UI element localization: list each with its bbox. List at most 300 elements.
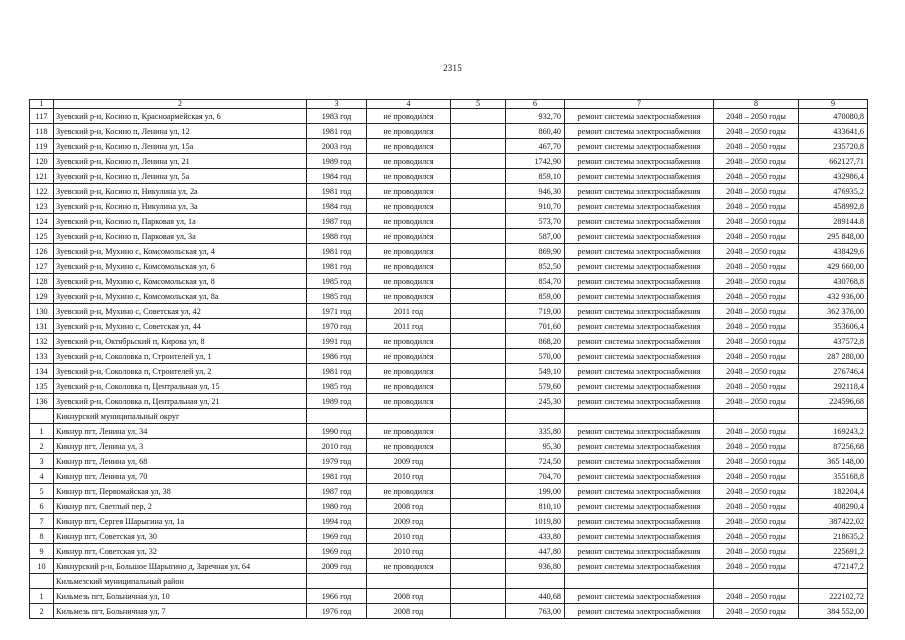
last-repair-cell: 2010 год: [367, 469, 451, 484]
row-number-cell: 130: [30, 304, 54, 319]
section-header-row: [30, 574, 868, 589]
cost-cell: 432986,4: [799, 169, 868, 184]
work-type-cell: ремонт системы электроснабжения: [565, 169, 714, 184]
table-row: [30, 589, 868, 604]
work-type-cell: ремонт системы электроснабжения: [565, 229, 714, 244]
row-number-cell: 132: [30, 334, 54, 349]
period-cell: 2048 – 2050 годы: [714, 544, 799, 559]
cost-cell: 218635,2: [799, 529, 868, 544]
empty-cell: [451, 424, 506, 439]
area-cell: 199,00: [506, 484, 565, 499]
row-number-cell: 134: [30, 364, 54, 379]
period-cell: 2048 – 2050 годы: [714, 604, 799, 619]
table-row: [30, 364, 868, 379]
commissioning-year-cell: 1966 год: [307, 589, 367, 604]
area-cell: 859,10: [506, 169, 565, 184]
area-cell: 724,50: [506, 454, 565, 469]
column-number-row: [30, 100, 868, 109]
area-cell: 869,90: [506, 244, 565, 259]
last-repair-cell: не проводился: [367, 424, 451, 439]
section-empty-cell: [799, 409, 868, 424]
table-row: [30, 229, 868, 244]
address-cell: Кикнур пгт, Советская ул, 32: [54, 544, 307, 559]
period-cell: 2048 – 2050 годы: [714, 439, 799, 454]
work-type-cell: ремонт системы электроснабжения: [565, 529, 714, 544]
area-cell: 467,70: [506, 139, 565, 154]
work-type-cell: ремонт системы электроснабжения: [565, 289, 714, 304]
column-number-cell: 7: [565, 100, 714, 109]
last-repair-cell: 2008 год: [367, 604, 451, 619]
work-type-cell: ремонт системы электроснабжения: [565, 484, 714, 499]
column-number-cell: 4: [367, 100, 451, 109]
last-repair-cell: 2008 год: [367, 499, 451, 514]
last-repair-cell: не проводился: [367, 349, 451, 364]
table-row: [30, 169, 868, 184]
table-row: [30, 469, 868, 484]
commissioning-year-cell: 2003 год: [307, 139, 367, 154]
area-cell: 810,10: [506, 499, 565, 514]
last-repair-cell: не проводился: [367, 379, 451, 394]
work-type-cell: ремонт системы электроснабжения: [565, 259, 714, 274]
row-number-cell: 119: [30, 139, 54, 154]
table-row: [30, 499, 868, 514]
table-row: [30, 424, 868, 439]
period-cell: 2048 – 2050 годы: [714, 214, 799, 229]
section-empty-cell: [367, 574, 451, 589]
period-cell: 2048 – 2050 годы: [714, 244, 799, 259]
row-number-cell: 127: [30, 259, 54, 274]
column-number-cell: 2: [54, 100, 307, 109]
address-cell: Зуевский р-н, Соколовка п, Строителей ул, 2: [54, 364, 307, 379]
empty-cell: [451, 169, 506, 184]
section-empty-cell: [799, 574, 868, 589]
empty-cell: [451, 529, 506, 544]
work-type-cell: ремонт системы электроснабжения: [565, 199, 714, 214]
empty-cell: [451, 559, 506, 574]
last-repair-cell: 2010 год: [367, 544, 451, 559]
work-type-cell: ремонт системы электроснабжения: [565, 454, 714, 469]
area-cell: 433,80: [506, 529, 565, 544]
commissioning-year-cell: 1980 год: [307, 499, 367, 514]
last-repair-cell: не проводился: [367, 154, 451, 169]
last-repair-cell: 2009 год: [367, 514, 451, 529]
commissioning-year-cell: 1981 год: [307, 364, 367, 379]
table-row: [30, 274, 868, 289]
empty-cell: [451, 514, 506, 529]
commissioning-year-cell: 1981 год: [307, 244, 367, 259]
cost-cell: 458992,8: [799, 199, 868, 214]
last-repair-cell: не проводился: [367, 244, 451, 259]
period-cell: 2048 – 2050 годы: [714, 499, 799, 514]
cost-cell: 222102,72: [799, 589, 868, 604]
section-empty-cell: [367, 409, 451, 424]
work-type-cell: ремонт системы электроснабжения: [565, 319, 714, 334]
column-number-cell: 9: [799, 100, 868, 109]
period-cell: 2048 – 2050 годы: [714, 319, 799, 334]
cost-cell: 362 376,00: [799, 304, 868, 319]
row-number-cell: 122: [30, 184, 54, 199]
period-cell: 2048 – 2050 годы: [714, 274, 799, 289]
empty-cell: [451, 199, 506, 214]
row-number-cell: 2: [30, 604, 54, 619]
area-cell: 719,00: [506, 304, 565, 319]
table-row: [30, 154, 868, 169]
commissioning-year-cell: 1983 год: [307, 109, 367, 124]
commissioning-year-cell: 1979 год: [307, 454, 367, 469]
cost-cell: 87256,68: [799, 439, 868, 454]
empty-cell: [451, 259, 506, 274]
section-empty-cell: [451, 574, 506, 589]
commissioning-year-cell: 2009 год: [307, 559, 367, 574]
period-cell: 2048 – 2050 годы: [714, 349, 799, 364]
row-number-cell: 133: [30, 349, 54, 364]
row-number-cell: 3: [30, 454, 54, 469]
column-number-cell: 8: [714, 100, 799, 109]
address-cell: Зуевский р-н, Октябрьский п, Кирова ул, 8: [54, 334, 307, 349]
row-number-cell: 121: [30, 169, 54, 184]
row-number-cell: 8: [30, 529, 54, 544]
commissioning-year-cell: 1986 год: [307, 349, 367, 364]
work-type-cell: ремонт системы электроснабжения: [565, 544, 714, 559]
address-cell: Кильмезь пгт, Больничная ул, 10: [54, 589, 307, 604]
empty-cell: [451, 604, 506, 619]
address-cell: Кикнур пгт, Советская ул, 30: [54, 529, 307, 544]
area-cell: 701,60: [506, 319, 565, 334]
table-row: [30, 199, 868, 214]
empty-cell: [451, 244, 506, 259]
address-cell: Кикнур пгт, Ленина ул, 68: [54, 454, 307, 469]
area-cell: 335,80: [506, 424, 565, 439]
section-empty-cell: [714, 409, 799, 424]
work-type-cell: ремонт системы электроснабжения: [565, 244, 714, 259]
period-cell: 2048 – 2050 годы: [714, 454, 799, 469]
last-repair-cell: не проводился: [367, 334, 451, 349]
cost-cell: 289144.8: [799, 214, 868, 229]
address-cell: Зуевский р-н, Косино п, Никулина ул, 3а: [54, 199, 307, 214]
empty-cell: [451, 229, 506, 244]
area-cell: 447,80: [506, 544, 565, 559]
table-row: [30, 214, 868, 229]
last-repair-cell: не проводился: [367, 169, 451, 184]
work-type-cell: ремонт системы электроснабжения: [565, 424, 714, 439]
section-empty-cell: [451, 409, 506, 424]
period-cell: 2048 – 2050 годы: [714, 469, 799, 484]
row-number-cell: 135: [30, 379, 54, 394]
commissioning-year-cell: 1987 год: [307, 214, 367, 229]
last-repair-cell: не проводился: [367, 439, 451, 454]
cost-cell: 476935,2: [799, 184, 868, 199]
address-cell: Зуевский р-н, Косино п, Ленина ул, 12: [54, 124, 307, 139]
period-cell: 2048 – 2050 годы: [714, 124, 799, 139]
last-repair-cell: не проводился: [367, 394, 451, 409]
commissioning-year-cell: 1991 год: [307, 334, 367, 349]
last-repair-cell: 2011 год: [367, 319, 451, 334]
last-repair-cell: не проводился: [367, 124, 451, 139]
section-empty-cell: [307, 409, 367, 424]
work-type-cell: ремонт системы электроснабжения: [565, 469, 714, 484]
section-title: Кильмезский муниципальный район: [54, 574, 307, 589]
row-number-cell: 128: [30, 274, 54, 289]
last-repair-cell: 2010 год: [367, 529, 451, 544]
table-row: [30, 244, 868, 259]
table-row: [30, 349, 868, 364]
commissioning-year-cell: 1981 год: [307, 259, 367, 274]
address-cell: Зуевский р-н, Косино п, Ленина ул, 15а: [54, 139, 307, 154]
cost-cell: 235720,8: [799, 139, 868, 154]
table-row: [30, 439, 868, 454]
work-type-cell: ремонт системы электроснабжения: [565, 154, 714, 169]
cost-cell: 472147,2: [799, 559, 868, 574]
commissioning-year-cell: 1971 год: [307, 304, 367, 319]
work-type-cell: ремонт системы электроснабжения: [565, 364, 714, 379]
period-cell: 2048 – 2050 годы: [714, 424, 799, 439]
address-cell: Зуевский р-н, Мухино с, Комсомольская ул, 8: [54, 274, 307, 289]
period-cell: 2048 – 2050 годы: [714, 304, 799, 319]
row-number-cell: 6: [30, 499, 54, 514]
work-type-cell: ремонт системы электроснабжения: [565, 394, 714, 409]
work-type-cell: ремонт системы электроснабжения: [565, 304, 714, 319]
cost-cell: 430768,8: [799, 274, 868, 289]
address-cell: Зуевский р-н, Косино п, Никулина ул, 2а: [54, 184, 307, 199]
row-number-cell: 118: [30, 124, 54, 139]
commissioning-year-cell: 1981 год: [307, 184, 367, 199]
area-cell: 570,00: [506, 349, 565, 364]
table-row: [30, 289, 868, 304]
table-row: [30, 454, 868, 469]
section-index-cell: [30, 409, 54, 424]
last-repair-cell: не проводился: [367, 214, 451, 229]
area-cell: 868,20: [506, 334, 565, 349]
area-cell: 587,00: [506, 229, 565, 244]
work-type-cell: ремонт системы электроснабжения: [565, 559, 714, 574]
area-cell: 763,00: [506, 604, 565, 619]
period-cell: 2048 – 2050 годы: [714, 559, 799, 574]
address-cell: Зуевский р-н, Мухино с, Советская ул, 42: [54, 304, 307, 319]
row-number-cell: 136: [30, 394, 54, 409]
empty-cell: [451, 469, 506, 484]
address-cell: Кикнур пгт, Ленина ул, 70: [54, 469, 307, 484]
row-number-cell: 125: [30, 229, 54, 244]
work-type-cell: ремонт системы электроснабжения: [565, 139, 714, 154]
empty-cell: [451, 289, 506, 304]
last-repair-cell: 2011 год: [367, 304, 451, 319]
period-cell: 2048 – 2050 годы: [714, 139, 799, 154]
table-row: [30, 319, 868, 334]
empty-cell: [451, 214, 506, 229]
area-cell: 910,70: [506, 199, 565, 214]
row-number-cell: 2: [30, 439, 54, 454]
last-repair-cell: не проводился: [367, 559, 451, 574]
area-cell: 549,10: [506, 364, 565, 379]
column-number-cell: 3: [307, 100, 367, 109]
section-empty-cell: [565, 409, 714, 424]
empty-cell: [451, 439, 506, 454]
period-cell: 2048 – 2050 годы: [714, 379, 799, 394]
cost-cell: 387422,02: [799, 514, 868, 529]
period-cell: 2048 – 2050 годы: [714, 199, 799, 214]
empty-cell: [451, 454, 506, 469]
address-cell: Зуевский р-н, Косино п, Парковая ул, 3а: [54, 229, 307, 244]
area-cell: 579,60: [506, 379, 565, 394]
empty-cell: [451, 319, 506, 334]
cost-cell: 433641,6: [799, 124, 868, 139]
row-number-cell: 9: [30, 544, 54, 559]
cost-cell: 225691,2: [799, 544, 868, 559]
empty-cell: [451, 154, 506, 169]
cost-cell: 276746,4: [799, 364, 868, 379]
table-row: [30, 484, 868, 499]
area-cell: 1742,90: [506, 154, 565, 169]
cost-cell: 438429,6: [799, 244, 868, 259]
section-empty-cell: [307, 574, 367, 589]
last-repair-cell: не проводился: [367, 229, 451, 244]
period-cell: 2048 – 2050 годы: [714, 364, 799, 379]
address-cell: Зуевский р-н, Соколовка п, Центральная ул, 21: [54, 394, 307, 409]
address-cell: Зуевский р-н, Мухино с, Комсомольская ул, 8а: [54, 289, 307, 304]
area-cell: 704,70: [506, 469, 565, 484]
table-row: [30, 184, 868, 199]
address-cell: Кикнурский р-н, Большое Шарыгино д, Заречная ул, 64: [54, 559, 307, 574]
last-repair-cell: не проводился: [367, 364, 451, 379]
column-number-cell: 1: [30, 100, 54, 109]
section-empty-cell: [565, 574, 714, 589]
row-number-cell: 1: [30, 424, 54, 439]
cost-cell: 662127,71: [799, 154, 868, 169]
table-row: [30, 604, 868, 619]
area-cell: 440,68: [506, 589, 565, 604]
cost-cell: 437572,8: [799, 334, 868, 349]
table-row: [30, 559, 868, 574]
empty-cell: [451, 109, 506, 124]
empty-cell: [451, 379, 506, 394]
commissioning-year-cell: 1981 год: [307, 124, 367, 139]
period-cell: 2048 – 2050 годы: [714, 484, 799, 499]
empty-cell: [451, 274, 506, 289]
cost-cell: 353606,4: [799, 319, 868, 334]
work-type-cell: ремонт системы электроснабжения: [565, 589, 714, 604]
work-type-cell: ремонт системы электроснабжения: [565, 514, 714, 529]
commissioning-year-cell: 1985 год: [307, 274, 367, 289]
address-cell: Зуевский р-н, Косино п, Ленина ул, 5а: [54, 169, 307, 184]
address-cell: Зуевский р-н, Соколовка п, Центральная ул, 15: [54, 379, 307, 394]
commissioning-year-cell: 1987 год: [307, 484, 367, 499]
period-cell: 2048 – 2050 годы: [714, 154, 799, 169]
work-type-cell: ремонт системы электроснабжения: [565, 439, 714, 454]
empty-cell: [451, 304, 506, 319]
commissioning-year-cell: 1970 год: [307, 319, 367, 334]
cost-cell: 384 552,00: [799, 604, 868, 619]
address-cell: Кильмезь пгт, Больничная ул, 7: [54, 604, 307, 619]
address-cell: Зуевский р-н, Косино п, Красноармейская ул, 6: [54, 109, 307, 124]
period-cell: 2048 – 2050 годы: [714, 529, 799, 544]
empty-cell: [451, 589, 506, 604]
commissioning-year-cell: 1981 год: [307, 469, 367, 484]
address-cell: Кикнур пгт, Ленина ул, 34: [54, 424, 307, 439]
cost-cell: 432 936,00: [799, 289, 868, 304]
commissioning-year-cell: 1989 год: [307, 394, 367, 409]
period-cell: 2048 – 2050 годы: [714, 259, 799, 274]
cost-cell: 408290,4: [799, 499, 868, 514]
section-empty-cell: [506, 409, 565, 424]
empty-cell: [451, 124, 506, 139]
work-type-cell: ремонт системы электроснабжения: [565, 184, 714, 199]
cost-cell: 224596,68: [799, 394, 868, 409]
cost-cell: 169243,2: [799, 424, 868, 439]
table-row: [30, 334, 868, 349]
area-cell: 946,30: [506, 184, 565, 199]
empty-cell: [451, 544, 506, 559]
last-repair-cell: не проводился: [367, 109, 451, 124]
row-number-cell: 129: [30, 289, 54, 304]
empty-cell: [451, 364, 506, 379]
work-type-cell: ремонт системы электроснабжения: [565, 499, 714, 514]
row-number-cell: 131: [30, 319, 54, 334]
table-row: [30, 529, 868, 544]
empty-cell: [451, 394, 506, 409]
address-cell: Зуевский р-н, Косино п, Парковая ул, 1а: [54, 214, 307, 229]
area-cell: 245,30: [506, 394, 565, 409]
commissioning-year-cell: 1989 год: [307, 154, 367, 169]
empty-cell: [451, 184, 506, 199]
table-row: [30, 514, 868, 529]
last-repair-cell: 2009 год: [367, 454, 451, 469]
address-cell: Зуевский р-н, Мухино с, Комсомольская ул, 4: [54, 244, 307, 259]
period-cell: 2048 – 2050 годы: [714, 289, 799, 304]
section-title: Кикнурский муниципальный округ: [54, 409, 307, 424]
row-number-cell: 117: [30, 109, 54, 124]
address-cell: Кикнур пгт, Ленина ул, 3: [54, 439, 307, 454]
cost-cell: 292118,4: [799, 379, 868, 394]
table-row: [30, 259, 868, 274]
address-cell: Кикнур пгт, Светлый пер, 2: [54, 499, 307, 514]
commissioning-year-cell: 1969 год: [307, 529, 367, 544]
commissioning-year-cell: 1976 год: [307, 604, 367, 619]
work-type-cell: ремонт системы электроснабжения: [565, 124, 714, 139]
address-cell: Зуевский р-н, Мухино с, Комсомольская ул, 6: [54, 259, 307, 274]
row-number-cell: 5: [30, 484, 54, 499]
period-cell: 2048 – 2050 годы: [714, 169, 799, 184]
page-number: 2315: [443, 63, 462, 73]
work-type-cell: ремонт системы электроснабжения: [565, 379, 714, 394]
column-number-cell: 6: [506, 100, 565, 109]
period-cell: 2048 – 2050 годы: [714, 589, 799, 604]
table-row: [30, 379, 868, 394]
row-number-cell: 124: [30, 214, 54, 229]
row-number-cell: 10: [30, 559, 54, 574]
area-cell: 854,70: [506, 274, 565, 289]
work-type-cell: ремонт системы электроснабжения: [565, 274, 714, 289]
last-repair-cell: не проводился: [367, 274, 451, 289]
table-row: [30, 124, 868, 139]
row-number-cell: 126: [30, 244, 54, 259]
last-repair-cell: не проводился: [367, 289, 451, 304]
last-repair-cell: не проводился: [367, 139, 451, 154]
last-repair-cell: не проводился: [367, 199, 451, 214]
period-cell: 2048 – 2050 годы: [714, 394, 799, 409]
work-type-cell: ремонт системы электроснабжения: [565, 109, 714, 124]
address-cell: Кикнур пгт, Первомайская ул, 38: [54, 484, 307, 499]
row-number-cell: 123: [30, 199, 54, 214]
table-row: [30, 109, 868, 124]
row-number-cell: 1: [30, 589, 54, 604]
table-row: [30, 139, 868, 154]
work-type-cell: ремонт системы электроснабжения: [565, 214, 714, 229]
cost-cell: 470080,8: [799, 109, 868, 124]
cost-cell: 365 148,00: [799, 454, 868, 469]
section-header-row: [30, 409, 868, 424]
cost-cell: 182204,4: [799, 484, 868, 499]
commissioning-year-cell: 2010 год: [307, 439, 367, 454]
